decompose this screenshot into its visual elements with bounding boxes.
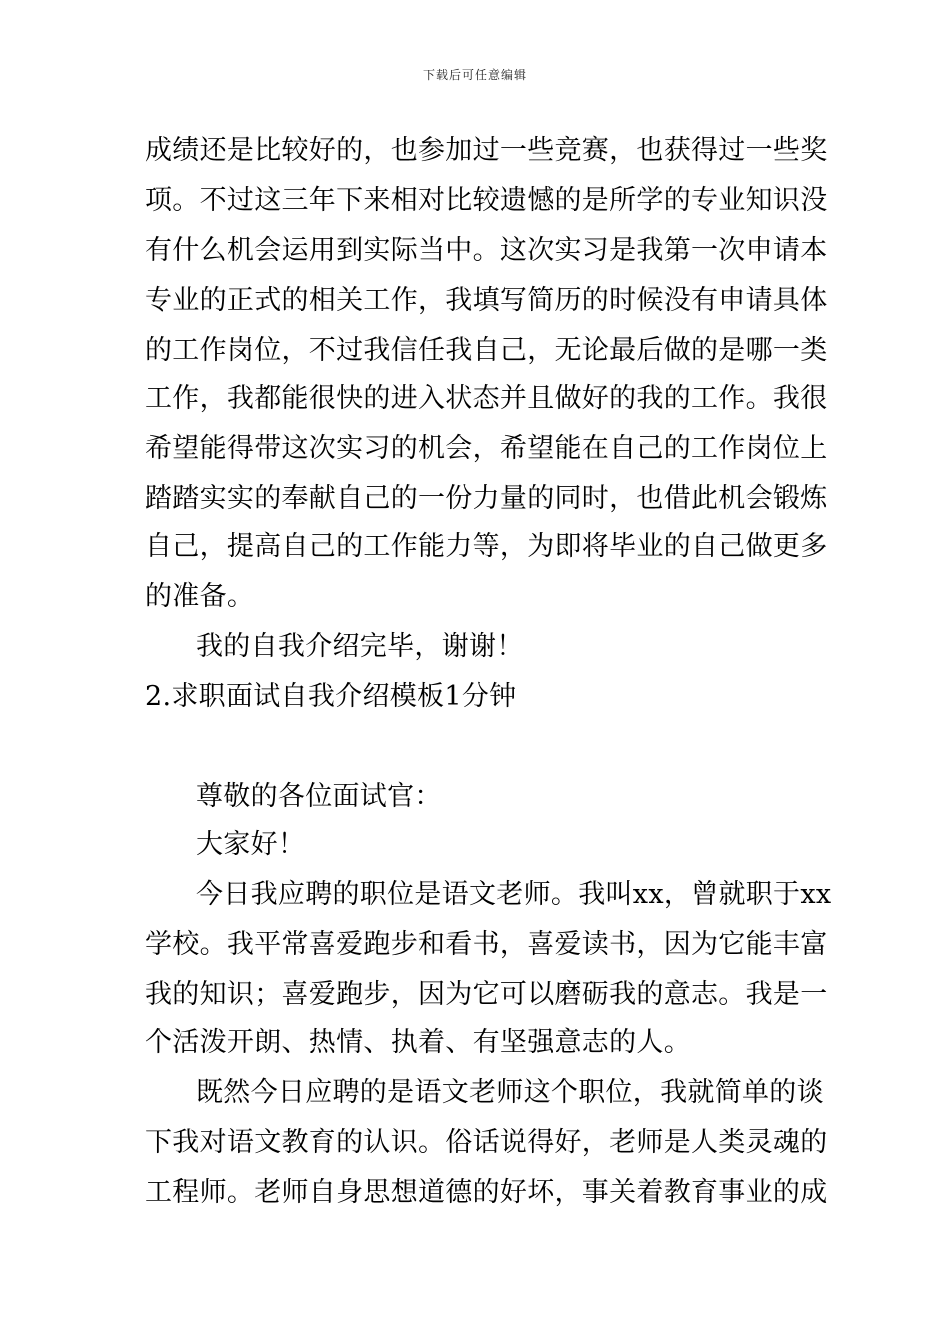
text-line: 自己，提高自己的工作能力等，为即将毕业的自己做更多 xyxy=(145,531,828,562)
text-line: 个活泼开朗、热情、执着、有坚强意志的人。 xyxy=(145,1027,691,1058)
text-line: 既然今日应聘的是语文老师这个职位，我就简单的谈 xyxy=(196,1077,824,1108)
text-line: 成绩还是比较好的，也参加过一些竞赛，也获得过一些奖 xyxy=(145,135,828,166)
text-line: 今日我应聘的职位是语文老师。我叫xx，曾就职于xx xyxy=(196,879,832,910)
text-line: 我的知识；喜爱跑步，因为它可以磨砺我的意志。我是一 xyxy=(145,979,828,1010)
text-line: 踏踏实实的奉献自己的一份力量的同时，也借此机会锻炼 xyxy=(145,483,828,514)
text-line: 的工作岗位，不过我信任我自己，无论最后做的是哪一类 xyxy=(145,335,828,366)
closing-line: 我的自我介绍完毕，谢谢！ xyxy=(196,631,524,662)
text-line: 有什么机会运用到实际当中。这次实习是我第一次申请本 xyxy=(145,235,828,266)
section-heading: 2.求职面试自我介绍模板1分钟 xyxy=(145,681,517,712)
text-line: 工作，我都能很快的进入状态并且做好的我的工作。我很 xyxy=(145,383,828,414)
text-line: 项。不过这三年下来相对比较遗憾的是所学的专业知识没 xyxy=(145,185,828,216)
salutation: 尊敬的各位面试官： xyxy=(196,781,442,812)
text-line: 的准备。 xyxy=(145,581,255,612)
text-line: 学校。我平常喜爱跑步和看书，喜爱读书，因为它能丰富 xyxy=(145,929,828,960)
text-line: 希望能得带这次实习的机会，希望能在自己的工作岗位上 xyxy=(145,433,828,464)
page-header: 下载后可任意编辑 xyxy=(422,68,527,82)
text-line: 专业的正式的相关工作，我填写简历的时候没有申请具体 xyxy=(145,285,828,316)
text-line: 工程师。老师自身思想道德的好坏，事关着教育事业的成 xyxy=(145,1177,828,1208)
text-line: 下我对语文教育的认识。俗话说得好，老师是人类灵魂的 xyxy=(145,1127,828,1158)
greeting: 大家好！ xyxy=(196,829,306,860)
